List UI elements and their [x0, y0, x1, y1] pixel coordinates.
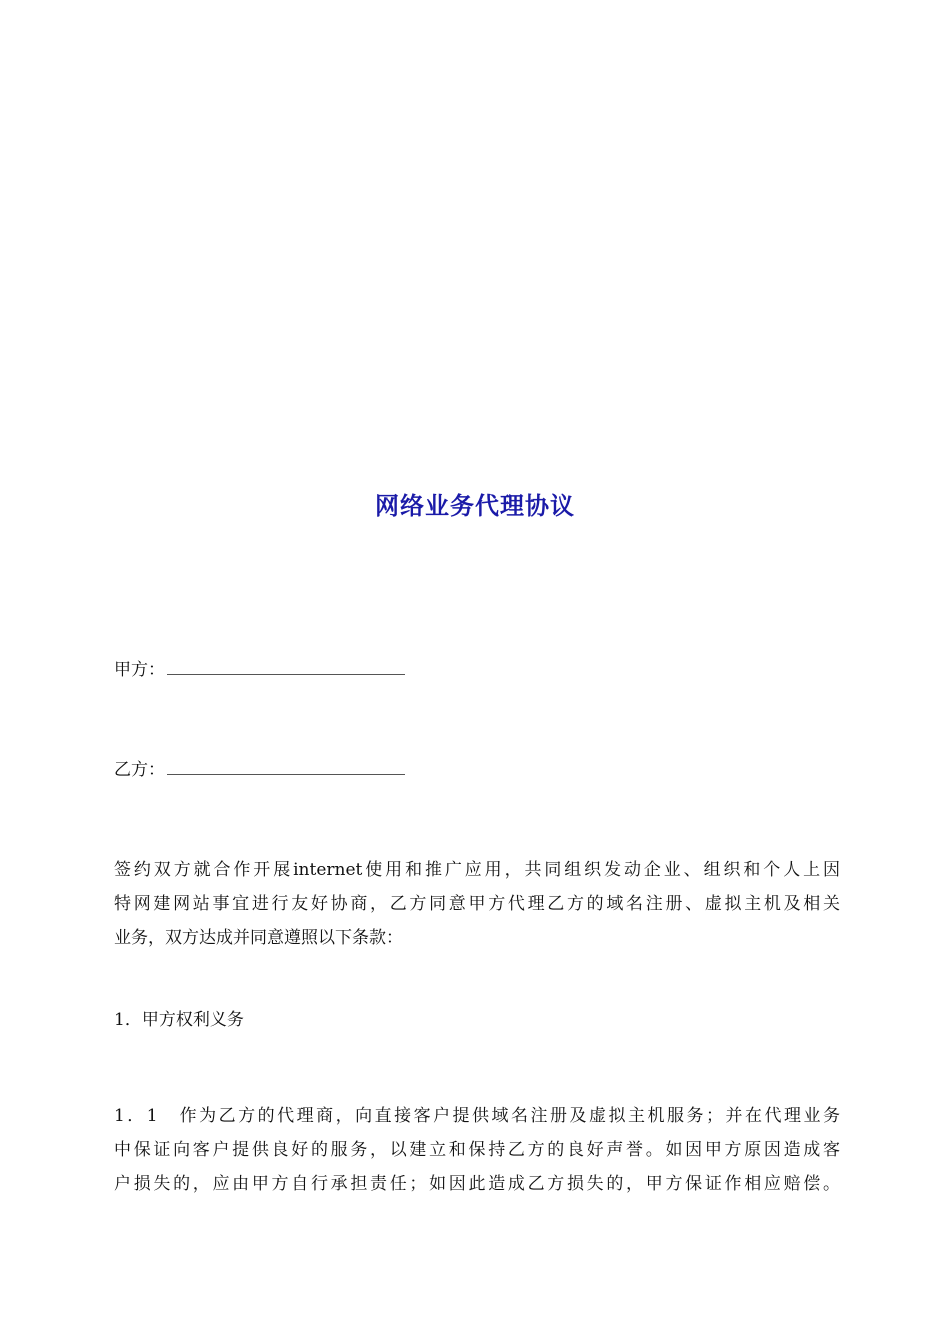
clause-line: 1．1 作为乙方的代理商，向直接客户提供域名注册及虚拟主机服务；并在代理业务	[114, 1106, 840, 1126]
clause-1-1-paragraph	[114, 1099, 840, 1201]
party-b-label: 乙方：	[114, 760, 165, 780]
intro-paragraph	[114, 853, 840, 955]
party-a-label: 甲方：	[114, 660, 165, 680]
party-b-blank	[167, 760, 405, 775]
party-b-line	[114, 758, 405, 782]
intro-line: 特网建网站事宜进行友好协商，乙方同意甲方代理乙方的域名注册、虚拟主机及相关	[114, 894, 840, 914]
party-a-line	[114, 658, 405, 682]
section-1-heading: 1．甲方权利义务	[114, 1010, 244, 1030]
intro-line: 业务，双方达成并同意遵照以下条款：	[114, 928, 403, 948]
clause-line: 中保证向客户提供良好的服务，以建立和保持乙方的良好声誉。如因甲方原因造成客	[114, 1140, 840, 1160]
intro-line: 签约双方就合作开展internet使用和推广应用，共同组织发动企业、组织和个人上因	[114, 860, 840, 880]
party-a-blank	[167, 660, 405, 675]
clause-line: 户损失的，应由甲方自行承担责任；如因此造成乙方损失的，甲方保证作相应赔偿。	[114, 1174, 840, 1194]
document-title: 网络业务代理协议	[375, 492, 575, 520]
